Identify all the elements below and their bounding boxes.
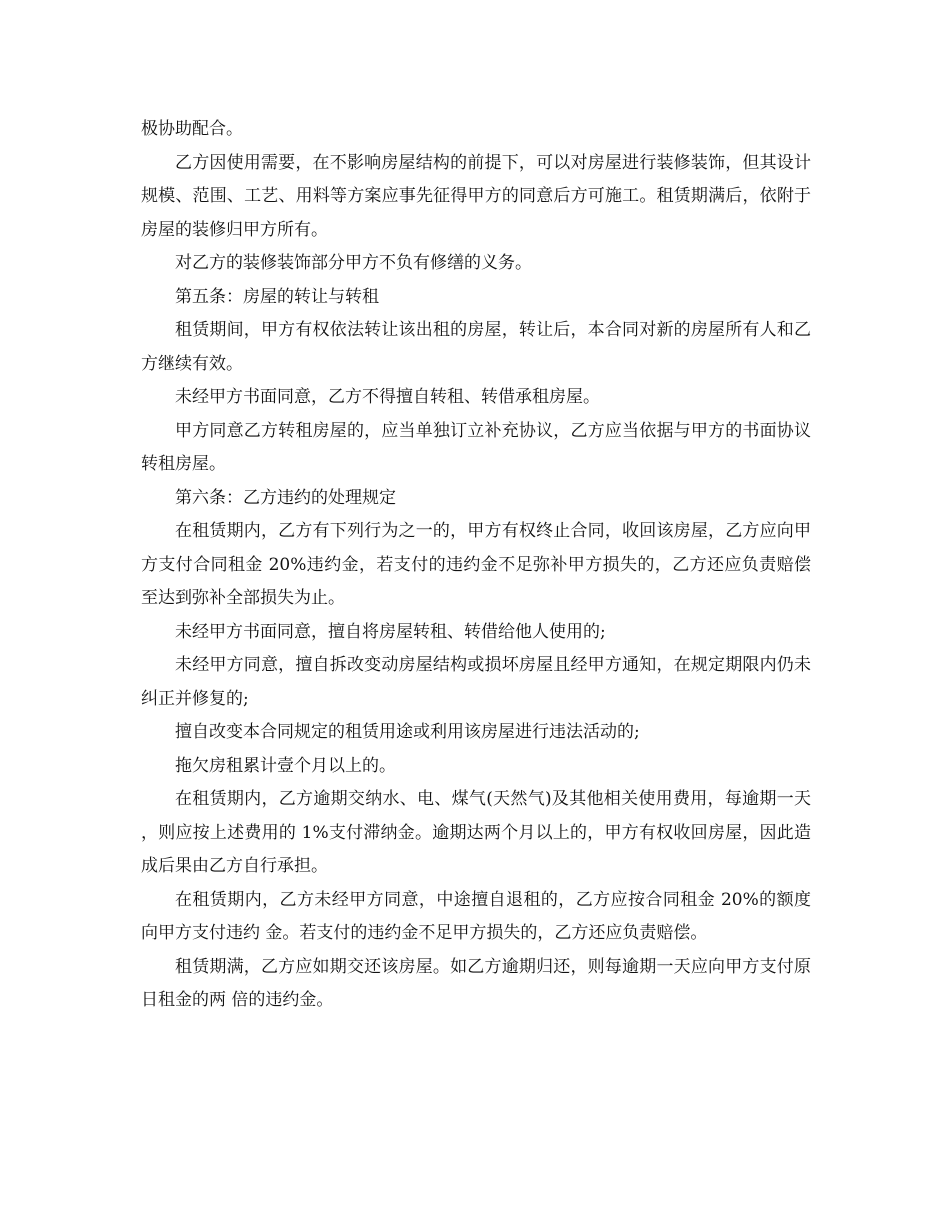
section-heading: 第六条：乙方违约的处理规定: [175, 487, 396, 508]
paragraph: 甲方同意乙方转租房屋的，应当单独订立补充协议，乙方应当依据与甲方的书面协议转租房屋。: [141, 420, 811, 474]
paragraph: 对乙方的装修装饰部分甲方不负有修缮的义务。: [175, 253, 532, 273]
paragraph: 在租赁期内，乙方有下列行为之一的，甲方有权终止合同，收回该房屋，乙方应向甲方支付合同租金 20%违约金，若支付的违约金不足弥补甲方损失的，乙方还应负责赔偿至达到弥补全部损失为止。: [141, 521, 811, 608]
paragraph: 租赁期间，甲方有权依法转让该出租的房屋，转让后，本合同对新的房屋所有人和乙方继续有效。: [141, 320, 811, 374]
paragraph-continuation: 极协助配合。: [141, 119, 243, 139]
document-body: [141, 113, 811, 1018]
paragraph: 租赁期满，乙方应如期交还该房屋。如乙方逾期归还，则每逾期一天应向甲方支付原日租金的两 倍的违约金。: [141, 956, 811, 1010]
paragraph: 在租赁期内，乙方未经甲方同意，中途擅自退租的，乙方应按合同租金 20%的额度向甲方支付违约 金。若支付的违约金不足甲方损失的，乙方还应负责赔偿。: [141, 889, 811, 943]
paragraph: 拖欠房租累计壹个月以上的。: [175, 755, 396, 776]
section-heading: 第五条：房屋的转让与转租: [175, 286, 379, 307]
paragraph: 擅自改变本合同规定的租赁用途或利用该房屋进行违法活动的;: [175, 722, 640, 742]
paragraph: 未经甲方书面同意，擅自将房屋转租、转借给他人使用的;: [175, 621, 606, 642]
paragraph: 在租赁期内，乙方逾期交纳水、电、煤气(天然气)及其他相关使用费用，每逾期一天，则应按上述费用的 1%支付滞纳金。逾期达两个月以上的，甲方有权收回房屋，因此造成后果由乙方自行承担。: [141, 789, 811, 876]
paragraph: 未经甲方同意，擅自拆改变动房屋结构或损坏房屋且经甲方通知，在规定期限内仍未纠正并修复的;: [141, 655, 811, 709]
paragraph: 未经甲方书面同意，乙方不得擅自转租、转借承租房屋。: [175, 387, 600, 407]
paragraph: 乙方因使用需要，在不影响房屋结构的前提下，可以对房屋进行装修装饰，但其设计规模、范围、工艺、用料等方案应事先征得甲方的同意后方可施工。租赁期满后，依附于房屋的装修归甲方所有。: [141, 152, 811, 240]
